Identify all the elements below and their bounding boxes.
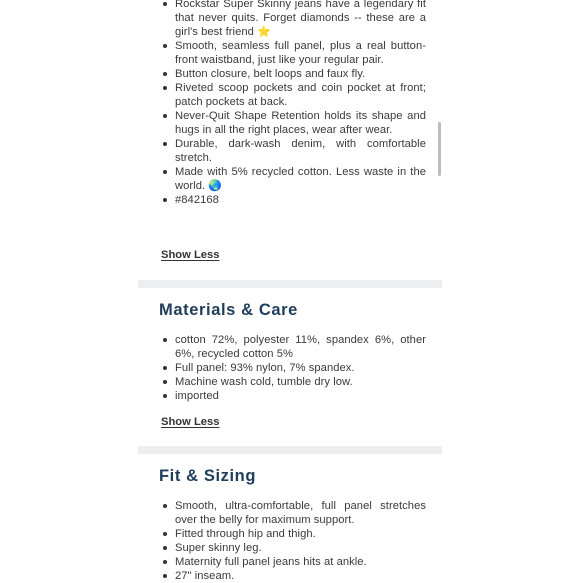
description-list (138, 0, 442, 207)
materials-title: Materials & Care (159, 301, 298, 319)
description-section (138, 0, 442, 282)
list-item: Button closure, belt loops and faux fly. (138, 67, 442, 81)
list-item: Smooth, ultra-comfortable, full panel stretches over the belly for maximum support. (138, 499, 442, 527)
fit-section (138, 454, 442, 580)
list-item (138, 0, 442, 39)
list-item: Riveted scoop pockets and coin pocket at front; patch pockets at back. (138, 81, 442, 109)
materials-list (138, 333, 442, 403)
list-item-text: Made with 5% recycled cotton. Less waste in the world. (175, 166, 426, 192)
list-item: cotton 72%, polyester 11%, spandex 6%, other 6%, recycled cotton 5% (138, 333, 442, 361)
right-gutter (442, 0, 580, 580)
list-item: imported (138, 389, 442, 403)
globe-emoji: 🌏 (208, 180, 223, 192)
list-item: Full panel: 93% nylon, 7% spandex. (138, 361, 442, 375)
list-item: Smooth, seamless full panel, plus a real button-front waistband, just like your regular pair. (138, 39, 442, 67)
star-emoji: ⭐ (257, 26, 271, 38)
list-item: Super skinny leg. (138, 541, 442, 555)
show-less-button[interactable]: Show Less (161, 416, 220, 428)
left-gutter (0, 0, 138, 580)
section-divider (138, 280, 442, 288)
section-divider (138, 446, 442, 454)
product-details-panel (138, 0, 442, 580)
list-item: Never-Quit Shape Retention holds its shape and hugs in all the right places, wear after wear. (138, 109, 442, 137)
fit-title: Fit & Sizing (159, 467, 257, 485)
list-item: #842168 (138, 193, 442, 207)
show-less-button[interactable]: Show Less (161, 249, 220, 261)
materials-section (138, 288, 442, 446)
list-item: Maternity full panel jeans hits at ankle. (138, 555, 442, 569)
list-item: Fitted through hip and thigh. (138, 527, 442, 541)
list-item (138, 165, 442, 193)
scrollbar-thumb[interactable] (438, 122, 441, 176)
list-item: Machine wash cold, tumble dry low. (138, 375, 442, 389)
fit-list (138, 499, 442, 583)
list-item: 27" inseam. (138, 569, 442, 583)
list-item: Durable, dark-wash denim, with comfortable stretch. (138, 137, 442, 165)
list-item-text: Rockstar Super Skinny jeans have a legendary fit that never quits. Forget diamonds -- these are a girl's best friend (175, 0, 426, 38)
